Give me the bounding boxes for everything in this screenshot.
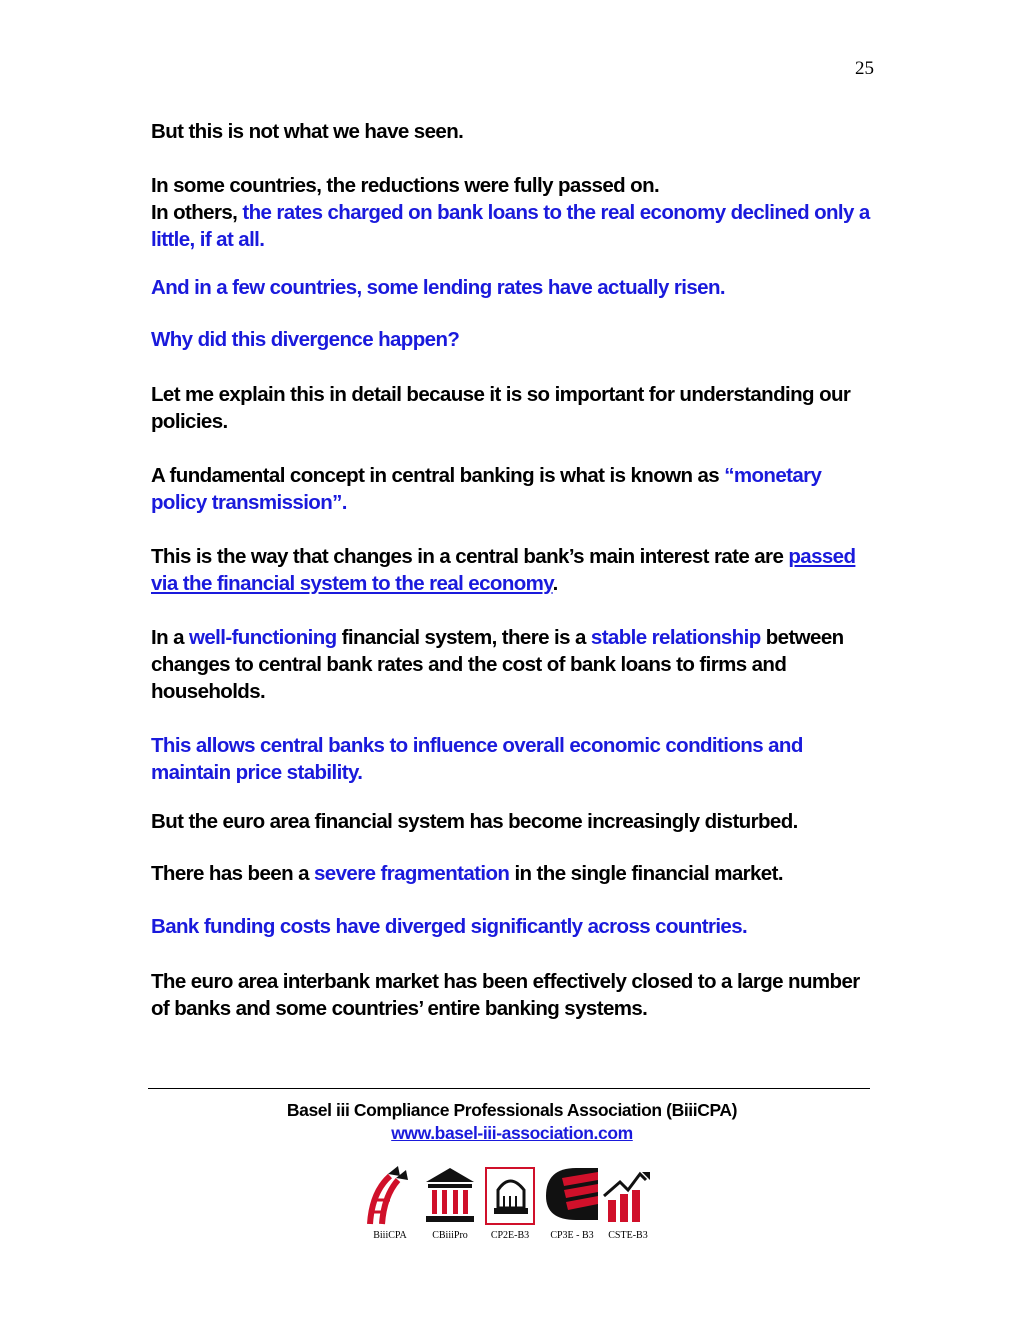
- paragraph-8-a: In a: [151, 626, 190, 649]
- paragraph-7-suffix: .: [552, 572, 558, 595]
- footer-logos: [360, 1162, 660, 1252]
- paragraph-8: [151, 624, 881, 705]
- cbiiipro-icon: [420, 1162, 480, 1228]
- paragraph-2: [151, 172, 881, 253]
- paragraph-10: [151, 808, 881, 835]
- paragraph-5-text: Let me explain this in detail because it is so important for understanding our policies.: [151, 383, 851, 433]
- paragraph-11-highlight: severe fragmentation: [313, 862, 510, 885]
- paragraph-3: [151, 274, 881, 301]
- transmission-link[interactable]: passed via the financial system to the real economy: [151, 545, 856, 595]
- paragraph-6-highlight: “monetary policy transmission”.: [151, 464, 822, 514]
- paragraph-1: [151, 118, 881, 145]
- paragraph-7: [151, 543, 881, 597]
- paragraph-1-text: But this is not what we have seen.: [151, 120, 464, 143]
- paragraph-13-text: The euro area interbank market has been effectively closed to a large number of banks and some countries’ entire banking systems.: [151, 970, 860, 1020]
- logo-label-2: CBiiiPro: [432, 1230, 468, 1241]
- paragraph-8-highlight-1: well-functioning: [189, 626, 337, 649]
- paragraph-4: [151, 326, 881, 353]
- paragraph-12-text: Bank funding costs have diverged significantly across countries.: [151, 915, 748, 938]
- paragraph-9-text: This allows central banks to influence overall economic conditions and maintain price stability.: [151, 734, 803, 784]
- footer-divider: [148, 1088, 870, 1089]
- paragraph-13: [151, 968, 881, 1022]
- paragraph-8-highlight-2: stable relationship: [590, 626, 761, 649]
- biiicpa-icon: [360, 1162, 420, 1228]
- paragraph-2-prefix: In others,: [151, 201, 243, 224]
- paragraph-11-a: There has been a: [151, 862, 314, 885]
- paragraph-11-c: in the single financial market.: [509, 862, 783, 885]
- logo-label-4: CP3E - B3: [550, 1230, 594, 1241]
- paragraph-7-prefix: This is the way that changes in a central bank’s main interest rate are: [151, 545, 789, 568]
- cp3e-icon: [542, 1162, 602, 1228]
- cp3e-b3-logo: [542, 1162, 602, 1242]
- logo-label-3: CP2E-B3: [490, 1230, 530, 1241]
- paragraph-6-prefix: A fundamental concept in central banking is what is known as: [151, 464, 725, 487]
- document-body: [151, 118, 881, 1022]
- paragraph-2-line1: In some countries, the reductions were fully passed on.: [151, 174, 660, 197]
- paragraph-9: [151, 732, 881, 786]
- paragraph-2-highlight: the rates charged on bank loans to the real economy declined only a little, if at all.: [151, 201, 870, 251]
- cbiiipro-logo: [420, 1162, 480, 1242]
- page-number: 25: [855, 58, 874, 79]
- paragraph-5: [151, 381, 881, 435]
- paragraph-10-text: But the euro area financial system has become increasingly disturbed.: [151, 810, 798, 833]
- paragraph-4-text: Why did this divergence happen?: [151, 328, 460, 351]
- footer-title: Basel iii Compliance Professionals Association (BiiiCPA): [286, 1100, 738, 1120]
- cste-icon: [598, 1162, 658, 1228]
- biiicpa-logo: [360, 1162, 420, 1242]
- paragraph-8-c: financial system, there is a: [336, 626, 591, 649]
- paragraph-12: [151, 913, 881, 940]
- paragraph-3-text: And in a few countries, some lending rates have actually risen.: [151, 276, 725, 299]
- footer-url-link[interactable]: www.basel-iii-association.com: [391, 1123, 633, 1143]
- cp2e-b3-logo: [480, 1162, 540, 1242]
- cp2e-icon: [480, 1162, 540, 1228]
- cste-b3-logo: [598, 1162, 658, 1242]
- logo-label-5: CSTE-B3: [608, 1230, 648, 1241]
- logo-label-1: BiiiCPA: [373, 1230, 407, 1241]
- paragraph-11: [151, 860, 881, 887]
- paragraph-6: [151, 462, 881, 516]
- paragraph-8-e: between changes to central bank rates and the cost of bank loans to firms and households.: [151, 626, 844, 703]
